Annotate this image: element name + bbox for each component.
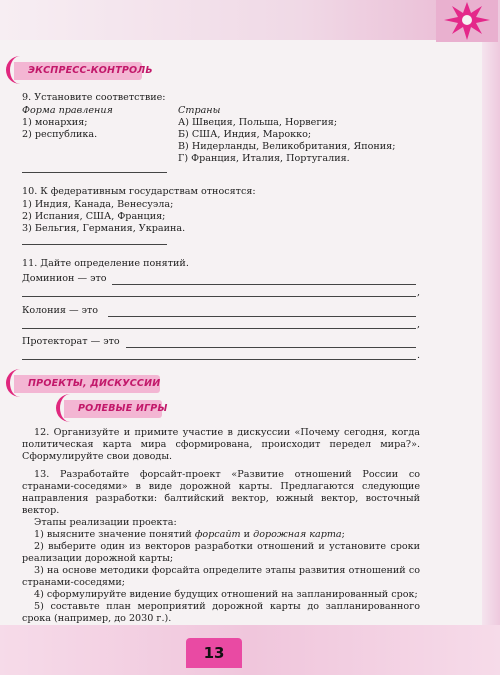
q9-right-item: А) Швеция, Польша, Норвегия; xyxy=(178,117,338,128)
q10-item: 2) Испания, США, Франция; xyxy=(22,211,166,222)
q13-step-4: 4) сформулируйте видение будущих отношений на запланированный срок; xyxy=(34,589,418,600)
q13-step-2: 2) выберите один из векторов разработки отношений и установите сроки реализации дорожной карты; xyxy=(22,541,420,564)
q11-term-dominion: Доминион — это xyxy=(22,273,107,284)
q10-item: 3) Бельгия, Германия, Украина. xyxy=(22,223,186,234)
star-burst-icon xyxy=(436,0,498,42)
q12-paragraph xyxy=(22,427,420,463)
term-foresight: форсайт xyxy=(194,529,241,540)
q9-answer-line[interactable] xyxy=(22,172,167,173)
q11-term-colony: Колония — это xyxy=(22,305,99,316)
q9-right-header: Страны xyxy=(178,105,221,116)
q9-left-item: 1) монархия; xyxy=(22,117,88,128)
q10-title: 10. К федеративным государствам относятся: xyxy=(22,186,256,197)
dominion-answer-line[interactable] xyxy=(112,284,416,285)
q11-title: 11. Дайте определение понятий. xyxy=(22,258,189,269)
q9-right-item: Б) США, Индия, Марокко; xyxy=(178,129,312,140)
section-title-role-games: РОЛЕВЫЕ ИГРЫ xyxy=(78,403,168,414)
q13-stages-title: Этапы реализации проекта: xyxy=(34,517,177,528)
q9-title: 9. Установите соответствие: xyxy=(22,92,166,103)
protectorate-answer-line-2[interactable] xyxy=(22,359,416,360)
top-decor-band xyxy=(0,0,500,40)
right-decor-edge xyxy=(482,0,500,675)
q10-item: 1) Индия, Канада, Венесуэла; xyxy=(22,199,174,210)
q13-intro: 13. Разработайте форсайт-проект «Развитие отношений России со странами-соседями» в виде дорожной карты. Предлагаются следующие направления разработки: балтийский вектор, южный вектор, восточный вектор. xyxy=(22,469,420,516)
q9-right-item: В) Нидерланды, Великобритания, Япония; xyxy=(178,141,396,152)
footer-decor-band xyxy=(0,625,500,675)
colony-answer-line-2[interactable] xyxy=(22,328,416,329)
protectorate-answer-line[interactable] xyxy=(126,347,416,348)
q13-step-1: 1) выясните значение понятий форсайт и дорожная карта; xyxy=(34,529,345,540)
q13-step-5: 5) составьте план мероприятий дорожной карты до запланированного срока (например, до 2030 г.). xyxy=(22,601,420,624)
section-title-express-control: ЭКСПРЕСС-КОНТРОЛЬ xyxy=(28,65,153,76)
q9-right-item: Г) Франция, Италия, Португалия. xyxy=(178,153,350,164)
page-number: 13 xyxy=(186,638,242,668)
q9-left-header: Форма правления xyxy=(22,105,113,116)
colony-answer-line[interactable] xyxy=(108,316,416,317)
q11-term-protectorate: Протекторат — это xyxy=(22,336,120,347)
section-title-projects: ПРОЕКТЫ, ДИСКУССИИ xyxy=(28,378,161,389)
q10-answer-line[interactable] xyxy=(22,244,167,245)
textbook-page: ЭКСПРЕСС-КОНТРОЛЬ 9. Установите соответствие: Форма правления 1) монархия; 2) республика. Страны А) Швеция, Польша, Норвегия; Б) США, Индия, Марокко; В) Нидерланды, Великобритания, Япония; Г) Франция, Италия, Португалия. 10. К федеративным государствам относятся: 1) Индия, Канада, Венесуэла; 2) Испания, США, Франция; 3) Бельгия, Германия, Украина. 11. Дайте определение понятий. Доминион — это , Колония — это , Протекторат — это . ПРОЕКТЫ, ДИСКУССИИ РОЛЕВЫЕ ИГРЫ 12. Организуйте и примите участие в дискуссии «Почему сегодня, когда политическая карта мира сформирована, происходит передел мира?». Сформулируйте свои доводы. 13. Разработайте форсайт-проект «Развитие отношений России со странами-соседями» в виде дорожной карты. Предлагаются следующие направления разработки: балтийский вектор, южный вектор, восточный вектор. Этапы реализации проекта: 1) выясните значение понятий форсайт и дорожная карта; 2) выберите один из векторов разработки отношений и установите сроки реализации дорожной карты; 3) на основе методики форсайта определите этапы развития отношений со странами-соседями; 4) сформулируйте видение будущих отношений на запланированный срок; 5) составьте план мероприятий дорожной карты до запланированного срока (например, до 2030 г.). 13 xyxy=(0,0,500,675)
q13-block xyxy=(22,469,420,649)
q9-left-item: 2) республика. xyxy=(22,129,98,140)
term-roadmap: дорожная карта xyxy=(253,529,342,540)
q12-text: 12. Организуйте и примите участие в дискуссии «Почему сегодня, когда политическая карта мира сформирована, происходит передел мира?». Сформулируйте свои доводы. xyxy=(22,427,420,462)
dominion-answer-line-2[interactable] xyxy=(22,296,416,297)
q13-step-3: 3) на основе методики форсайта определите этапы развития отношений со странами-соседями; xyxy=(22,565,420,588)
